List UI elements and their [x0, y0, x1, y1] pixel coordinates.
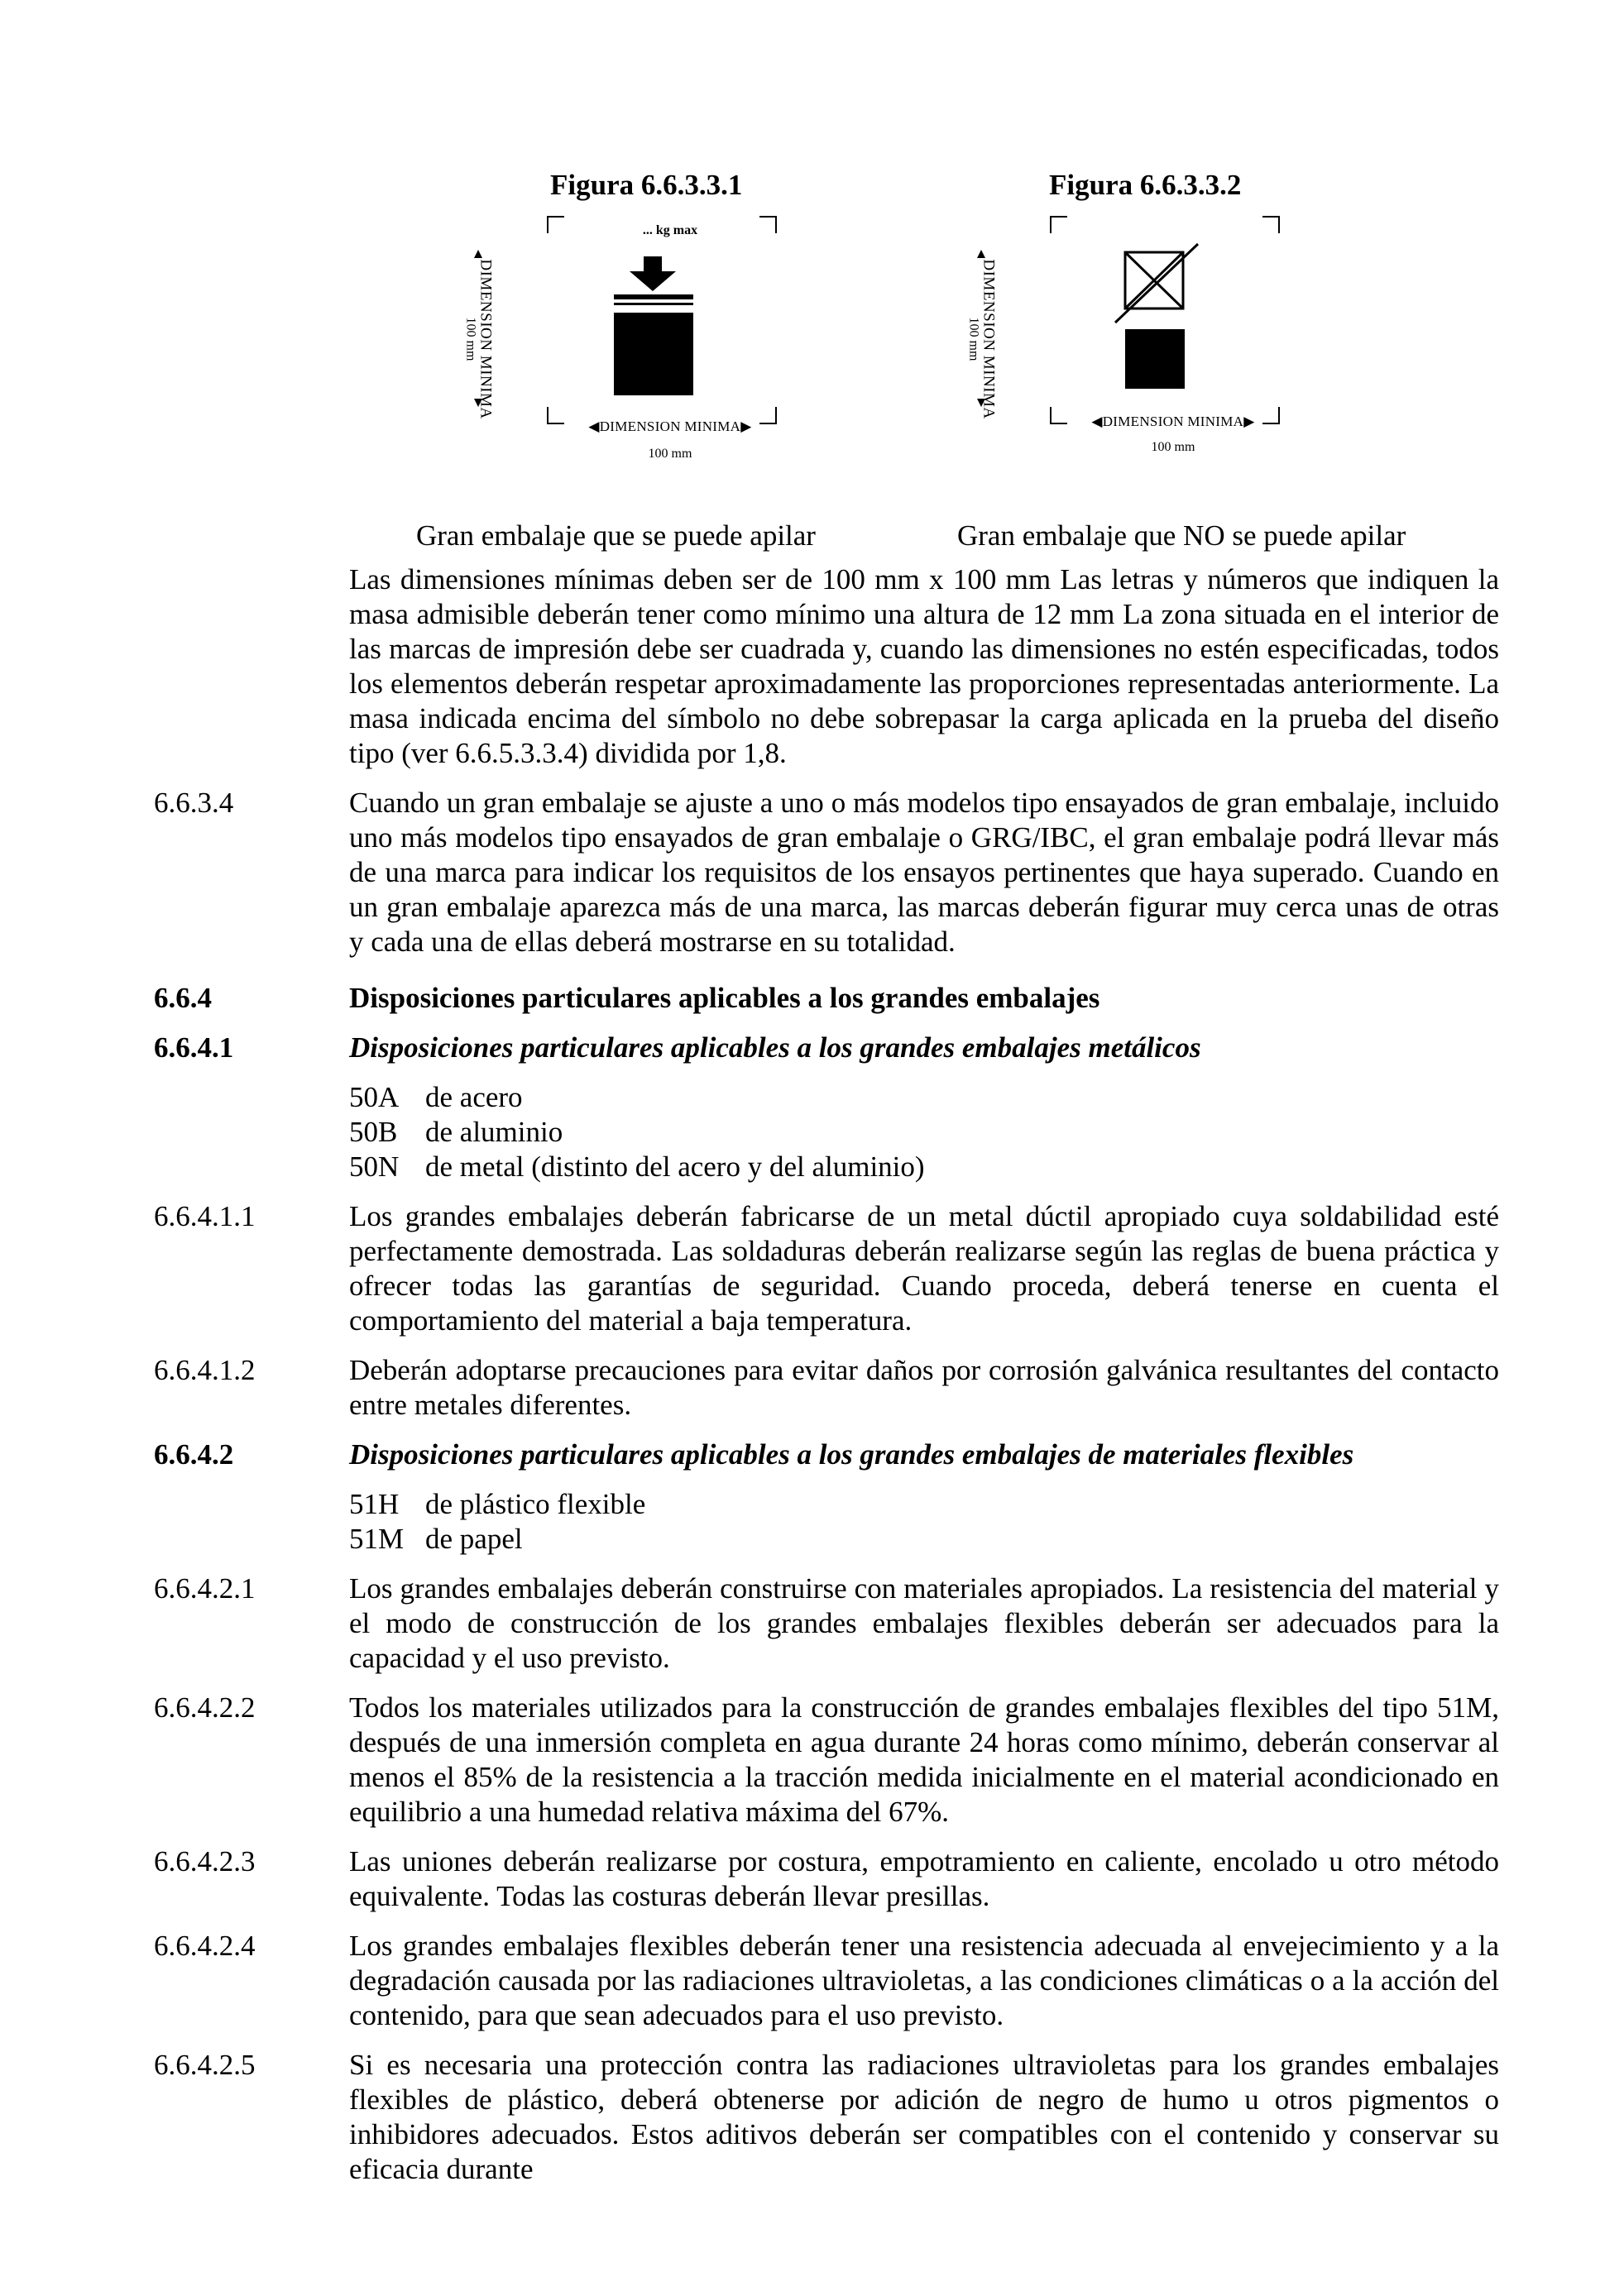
- flexible-codes-list: [154, 1487, 1499, 1557]
- section-text: Cuando un gran embalaje se ajuste a uno o más modelos tipo ensayados de gran embalaje, incluido uno más modelos tipo ensayados de gran embalaje o GRG/IBC, el gran embalaje podrá llevar más de una marca para indicar los requisitos de los ensayos pertinentes que haya superado. Cuando en un gran embalaje aparezca más de una marca, las marcas deberán figurar muy cerca unas de otras y cada una de ellas deberá mostrarse en su totalidad.: [349, 787, 1499, 958]
- section-text: Todos los materiales utilizados para la construcción de grandes embalajes flexibles del tipo 51M, después de una inmersión completa en agua durante 24 horas como mínimo, deberán conservar al menos el 85% de la resistencia a la tracción medida inicialmente en el material acondicionado en equilibrio a una humedad relativa máxima del 67%.: [349, 1691, 1499, 1828]
- vertical-dimension-label: DIMENSION MINIMA 100 mm: [463, 259, 495, 419]
- section-number: 6.6.4: [154, 982, 212, 1014]
- section-number: 6.6.4.1.2: [154, 1354, 256, 1386]
- list-item: 51H de plástico flexible: [349, 1488, 646, 1520]
- section-6-6-4-2-2: [154, 1691, 1499, 1830]
- section-number: 6.6.3.4: [154, 787, 234, 819]
- section-number: 6.6.4.2: [154, 1438, 234, 1471]
- section-6-6-4-1-2: [154, 1353, 1499, 1423]
- horizontal-mm-label: 100 mm: [648, 447, 692, 461]
- horizontal-dimension-label: ◀DIMENSION MINIMA▶: [588, 419, 752, 434]
- figure-2-non-stackable: [966, 215, 1297, 463]
- section-text: Los grandes embalajes flexibles deberán tener una resistencia adecuada al envejecimiento y a la degradación causada por las radiaciones ultravioletas, a las condiciones climáticas o a la acción del contenido, para que sean adecuados para el uso previsto.: [349, 1930, 1499, 2031]
- section-text: Si es necesaria una protección contra las radiaciones ultravioletas para los grandes embalajes flexibles de plástico, deberá obtenerse por adición de negro de humo u otros pigmentos o inhibidores adecuados. Estos aditivos deberán ser compatibles con el contenido y conservar su eficacia durante: [349, 2049, 1499, 2185]
- document-body: [154, 562, 1499, 2187]
- section-number: 6.6.4.2.5: [154, 2049, 256, 2081]
- section-6-6-3-4: [154, 786, 1499, 959]
- list-item: 50N de metal (distinto del acero y del aluminio): [349, 1150, 925, 1183]
- section-number: 6.6.4.2.2: [154, 1691, 256, 1724]
- section-6-6-4-heading: [154, 981, 1499, 1016]
- section-6-6-4-1-1: [154, 1199, 1499, 1338]
- figure-1-caption: Gran embalaje que se puede apilar: [416, 519, 816, 552]
- figure-1-title: Figura 6.6.3.3.1: [550, 169, 743, 201]
- section-number: 6.6.4.2.3: [154, 1845, 256, 1877]
- section-6-6-4-2-1: [154, 1571, 1499, 1676]
- section-6-6-4-1-heading: [154, 1031, 1499, 1065]
- vertical-dimension-label: DIMENSION MINIMA 100 mm: [966, 259, 998, 419]
- section-heading: Disposiciones particulares aplicables a los grandes embalajes metálicos: [349, 1031, 1201, 1064]
- intro-paragraph: Las dimensiones mínimas deben ser de 100 mm x 100 mm Las letras y números que indiquen la masa admisible deberán tener como mínimo una altura de 12 mm La zona situada en el interior de las marcas de impresión debe ser cuadrada y, cuando las dimensiones no estén especificadas, todos los elementos deberán respetar aproximadamente las proporciones representadas anteriormente. La masa indicada encima del símbolo no debe sobrepasar la carga aplicada en la prueba del diseño tipo (ver 6.6.5.3.3.4) dividida por 1,8.: [349, 563, 1499, 769]
- figure-1-stackable: [463, 215, 794, 463]
- section-6-6-4-2-4: [154, 1929, 1499, 2033]
- section-heading: Disposiciones particulares aplicables a los grandes embalajes: [349, 982, 1100, 1014]
- horizontal-mm-label: 100 mm: [1151, 440, 1195, 454]
- list-item: 51M de papel: [349, 1523, 523, 1555]
- section-heading: Disposiciones particulares aplicables a los grandes embalajes de materiales flexibles: [349, 1438, 1354, 1471]
- figure-2-title: Figura 6.6.3.3.2: [1049, 169, 1242, 201]
- figure-2-caption: Gran embalaje que NO se puede apilar: [957, 519, 1406, 552]
- section-text: Las uniones deberán realizarse por costura, empotramiento en caliente, encolado u otro método equivalente. Todas las costuras deberán llevar presillas.: [349, 1845, 1499, 1912]
- section-text: Los grandes embalajes deberán construirse con materiales apropiados. La resistencia del material y el modo de construcción de los grandes embalajes flexibles deberán ser adecuados para la capacidad y el uso previsto.: [349, 1572, 1499, 1674]
- section-number: 6.6.4.2.1: [154, 1572, 256, 1605]
- section-text: Los grandes embalajes deberán fabricarse de un metal dúctil apropiado cuya soldabilidad esté perfectamente demostrada. Las soldaduras deberán realizarse según las reglas de buena práctica y ofrecer todas las garantías de seguridad. Cuando proceda, deberá tenerse en cuenta el comportamiento del material a baja temperatura.: [349, 1200, 1499, 1337]
- section-text: Deberán adoptarse precauciones para evitar daños por corrosión galvánica resultantes del contacto entre metales diferentes.: [349, 1354, 1499, 1421]
- metal-codes-list: [154, 1080, 1499, 1184]
- section-number: 6.6.4.1: [154, 1031, 234, 1064]
- section-number: 6.6.4.2.4: [154, 1930, 256, 1962]
- section-6-6-4-2-3: [154, 1844, 1499, 1914]
- list-item: 50B de aluminio: [349, 1116, 563, 1148]
- list-item: 50A de acero: [349, 1081, 523, 1113]
- section-6-6-4-2-5: [154, 2048, 1499, 2187]
- mass-label: ... kg max: [642, 223, 698, 237]
- section-number: 6.6.4.1.1: [154, 1200, 256, 1232]
- horizontal-dimension-label: ◀DIMENSION MINIMA▶: [1091, 414, 1255, 429]
- section-6-6-4-2-heading: [154, 1437, 1499, 1472]
